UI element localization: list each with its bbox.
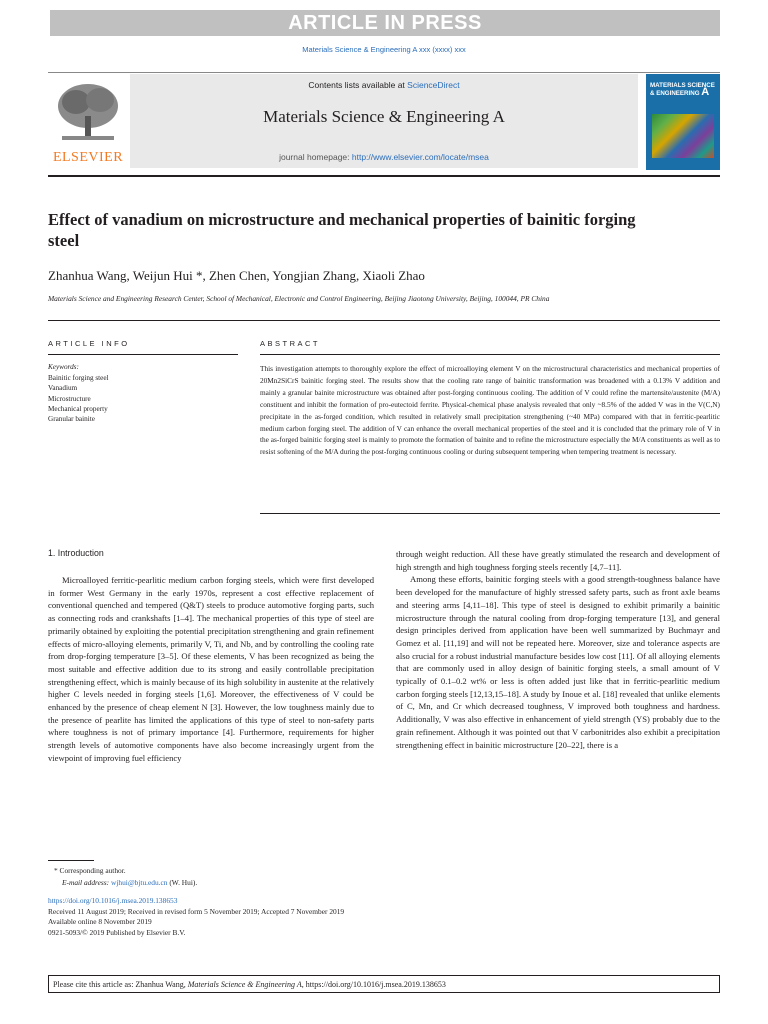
citation-doi[interactable]: , https://doi.org/10.1016/j.msea.2019.138653 xyxy=(301,980,446,989)
sciencedirect-link[interactable]: ScienceDirect xyxy=(407,80,460,90)
keywords-label: Keywords: xyxy=(48,363,79,371)
citation-prefix: Please cite this article as: Zhanhua Wang, xyxy=(53,980,188,989)
keyword-item: Mechanical property xyxy=(48,404,108,413)
citation-journal: Materials Science & Engineering A xyxy=(187,980,302,989)
abstract-bottom-rule xyxy=(260,513,720,514)
journal-reference[interactable]: Materials Science & Engineering A xxx (xxxx) xxx xyxy=(302,45,466,54)
intro-paragraph: through weight reduction. All these have greatly stimulated the research and development of high strength and high toughness forging steels recently [4,7–11]. xyxy=(396,549,720,572)
intro-paragraph: Among these efforts, bainitic forging steels with a good strength-toughness balance have been developed for the manufacture of highly stressed safety parts, such as front axle beams and steering arms [4,11–18]. This type of steel is designed to exhibit primarily a bainitic microstructure through the natural cooling from drop-forging temperature [13], and general design principles derived from application have been well summarized by Buchmayr and Gomez et al. [11,19] and will not be repeated here. Moreover, size and tolerance aspects are also crucial for a robust industrial manufacture besides low cost [11]. Of all alloying elements that are commonly used in alloy design of bainitic forging steels, a small amount of V typically of 0.1–0.2 wt% or less is often added just like that in ferritic-pearlitic medium carbon forging steels [12,13,15–18]. A study by Inoue et al. [18] revealed that unlike elements of C, Mn, and Cr which decreased toughness, V improved both toughness and hardness. Additionally, V was also effective in enhancement of yield strength (YS) probably due to the grain refinement. Although it was pointed out that V carbonitrides also exhibit a precipitation strengthening effect in bainitic microstructure [20–22], there is a xyxy=(396,574,720,750)
citation-box xyxy=(48,975,720,993)
journal-cover-image xyxy=(652,114,714,158)
intro-paragraph: Microalloyed ferritic-pearlitic medium carbon forging steels, which were first developed in former West Germany in the early 1970s, represent a cost effective replacement of conventional quenched and tempered (Q&T) steels to produce automotive forging parts, such as connecting rods and crankshafts [1–4]. The mechanical properties of this type of steel are primarily obtained by exploiting the potential precipitation strengthening and grain refinement effects of micro-alloying elements, primarily V, Ti, and Nb, and by controlling the cooling rate from drop-forging temperature [3–5]. Of these elements, V has been recognized as being the most suitable and effective addition due to its strong and easily controllable precipitation strengthening effect, which is mainly because of its high solubility in austenite at the relatively higher C levels needed in forging steels [1,6]. Moreover, the effectiveness of V could be enhanced by the presence of cheap element N [3]. However, the low toughness mainly due to the presence of pearlite has limited the applications of this type of steel to non-safety parts where toughness is not of primary importance [4]. Furthermore, requirements for higher strength levels of automotive components have also become increasingly urgent from the viewpoint of improving fuel efficiency xyxy=(48,575,374,763)
footnotes xyxy=(54,865,197,889)
abstract-text: This investigation attempts to thoroughly explore the effect of microalloying element V on the microstructural characteristics and mechanical properties of 20Mn2SiCrS bainitic forging steel. The results show that the cooling rate range of bainitic transformation was broadened with a 0.13% V addition and mainly a granular bainite microstructure was obtained after post-forging continuous cooling. The addition of V could refine the martensite/austenite (M/A) constituent and inhibit the formation of pro-eutectoid ferrite. Physical-chemical phase analysis revealed that only ~8.5% of the added V was in the V(C,N) precipitate in the as-forged condition, which resulted in relatively small precipitation strengthening (~40 MPa) compared with that in ferritic-pearlitic medium carbon forging steel. The addition of V can enhance the overall mechanical properties of the steel and it is concluded that the primary role of V in the as-forged bainitic forging steel is mainly to promote the formation of bainite and to refine the microstructure especially the M/A constituents as well as to resist softening of the M/A during the post-forging continuous cooling or during subsequent tempering when tempering treatment is necessary. xyxy=(260,364,720,457)
abstract-rule xyxy=(260,354,720,355)
copyright-line: 0921-5093/© 2019 Published by Elsevier B.V. xyxy=(48,927,186,937)
author-list: Zhanhua Wang, Weijun Hui *, Zhen Chen, Yongjian Zhang, Xiaoli Zhao xyxy=(48,268,425,283)
keyword-item: Microstructure xyxy=(48,394,91,403)
journal-homepage-line xyxy=(130,152,638,162)
contents-line xyxy=(130,80,638,90)
available-online: Available online 8 November 2019 xyxy=(48,917,152,927)
keyword-list xyxy=(48,373,109,424)
right-column xyxy=(396,548,720,751)
cover-letter: A xyxy=(701,86,710,98)
header-bottom-rule xyxy=(48,175,720,177)
keyword-item: Bainitic forging steel xyxy=(48,374,109,382)
journal-cover-title xyxy=(650,82,718,97)
article-info-rule xyxy=(48,354,238,355)
abstract-heading: ABSTRACT xyxy=(260,339,321,348)
article-info-heading: ARTICLE INFO xyxy=(48,339,130,348)
introduction-heading: 1. Introduction xyxy=(48,548,104,558)
cover-title-text: MATERIALS SCIENCE & ENGINEERING xyxy=(650,82,715,97)
keyword-item: Granular bainite xyxy=(48,415,95,424)
doi-link[interactable]: https://doi.org/10.1016/j.msea.2019.138653 xyxy=(48,896,178,905)
keyword-item: Vanadium xyxy=(48,384,78,393)
header-top-rule xyxy=(48,72,720,73)
footnote-rule xyxy=(48,860,94,861)
publication-info xyxy=(48,896,344,938)
email-label: E-mail address: xyxy=(62,878,111,887)
email-note xyxy=(54,877,197,889)
journal-title: Materials Science & Engineering A xyxy=(263,107,505,126)
elsevier-wordmark: ELSEVIER xyxy=(52,150,124,165)
corresponding-author-note: * Corresponding author. xyxy=(54,866,126,875)
email-suffix: (W. Hui). xyxy=(167,878,198,887)
received-dates: Received 11 August 2019; Received in revised form 5 November 2019; Accepted 7 November 2019 xyxy=(48,906,345,916)
email-link[interactable]: wjhui@bjtu.edu.cn xyxy=(111,878,168,887)
homepage-link[interactable]: http://www.elsevier.com/locate/msea xyxy=(351,152,489,162)
article-in-press-banner: ARTICLE IN PRESS xyxy=(50,10,720,36)
homepage-prefix: journal homepage: xyxy=(279,152,352,162)
affiliation: Materials Science and Engineering Research Center, School of Mechanical, Electronic and Control Engineering, Beijing Jiaotong University, Beijing, 100044, PR China xyxy=(48,294,550,303)
contents-prefix: Contents lists available at xyxy=(308,80,408,90)
left-column xyxy=(48,574,374,765)
paper-title: Effect of vanadium on microstructure and mechanical properties of bainitic forging steel xyxy=(48,210,636,250)
section-divider xyxy=(48,320,720,321)
